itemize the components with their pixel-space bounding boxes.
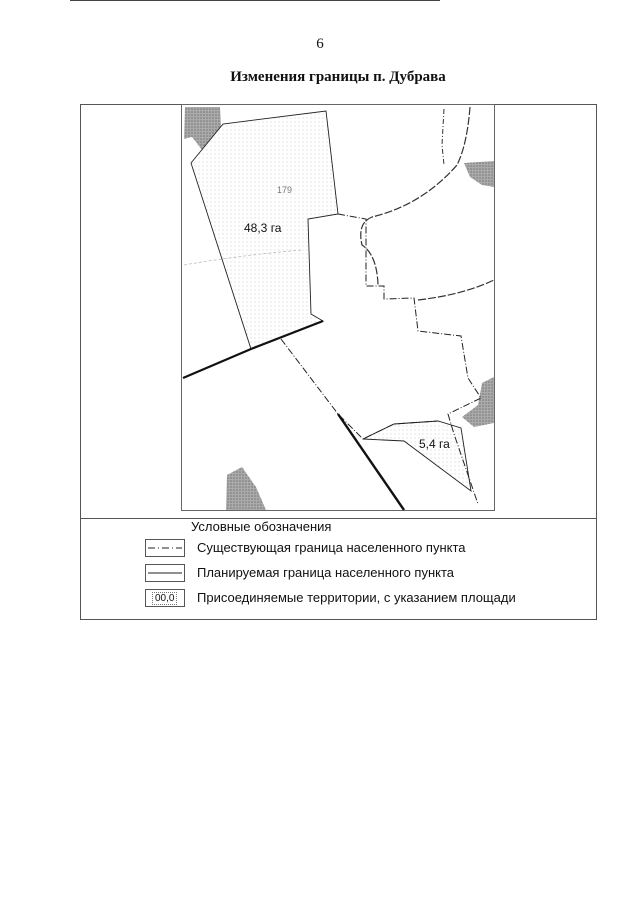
page-number: 6 <box>316 36 324 52</box>
legend-divider <box>80 518 597 519</box>
dash-dot-line-symbol <box>145 539 185 557</box>
parcel-label: 179 <box>277 185 293 195</box>
legend-title: Условные обозначения <box>191 519 332 534</box>
area-label-south: 5,4 га <box>419 437 450 451</box>
area-label-north: 48,3 га <box>244 221 282 235</box>
stream-line <box>442 109 444 165</box>
solid-line-symbol <box>145 564 185 582</box>
area-sample-text: 00,0 <box>152 592 177 605</box>
area-sample-symbol <box>145 589 185 607</box>
forest-patch-right <box>464 161 494 187</box>
page-title: Изменения границы п. Дубрава <box>230 69 446 85</box>
boundary-map <box>181 104 495 511</box>
legend-label: Присоединяемые территории, с указанием площади <box>197 590 516 605</box>
forest-patch-right-lower <box>462 377 494 427</box>
legend-label: Планируемая граница населенного пункта <box>197 565 455 580</box>
forest-boundary <box>361 107 494 300</box>
legend-label: Существующая граница населенного пункта <box>197 540 466 555</box>
forest-patch-bottom <box>226 467 266 510</box>
scan-top-line <box>70 0 440 1</box>
